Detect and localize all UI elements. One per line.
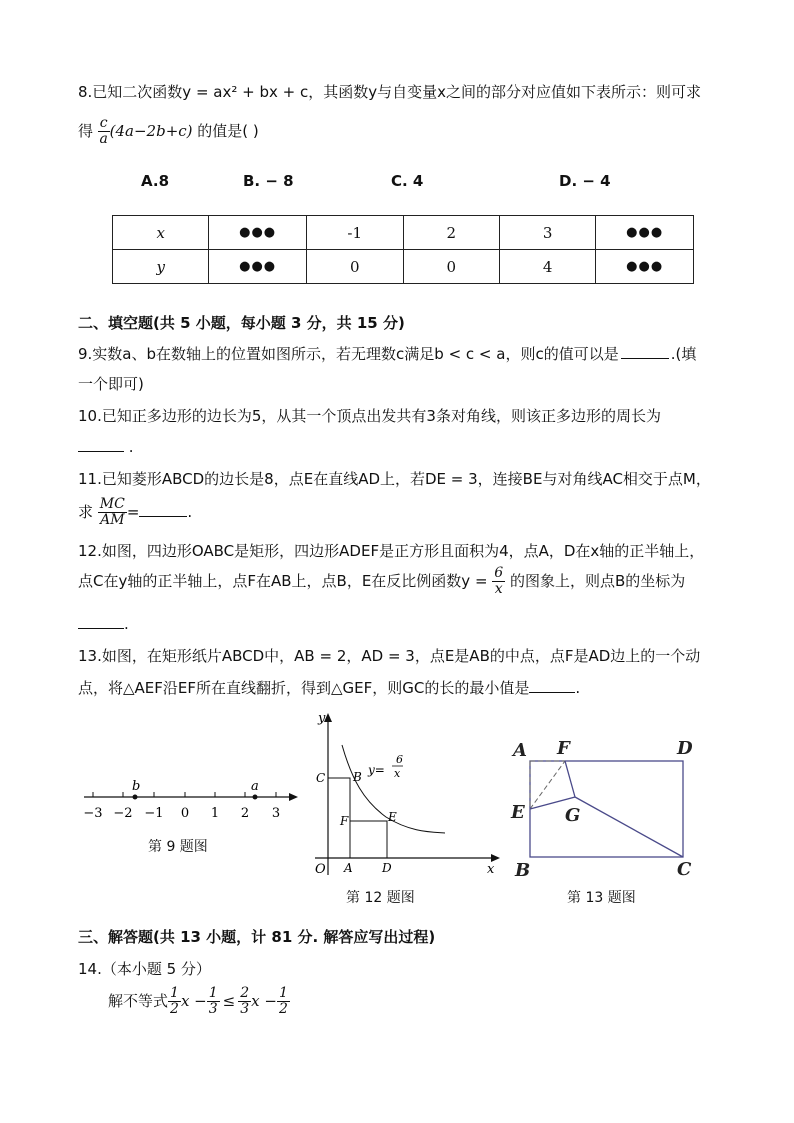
label-e: E <box>511 802 525 823</box>
q12-line3 <box>78 614 129 633</box>
q10-line1: 10.已知正多边形的边长为5，从其一个顶点出发共有3条对角线，则该正多边形的周长为 <box>78 407 661 425</box>
q8-value-table <box>112 215 694 284</box>
q9-line1 <box>78 343 696 364</box>
label-d: D <box>382 861 392 875</box>
q11-text-post: . <box>187 503 193 521</box>
q8-expr: (4a−2b+c) <box>109 122 193 140</box>
label-b: B <box>353 770 362 784</box>
table-cell: ●●● <box>209 216 307 250</box>
fig12-caption: 第 12 题图 <box>346 890 415 906</box>
label-e: E <box>388 810 397 824</box>
q14-frac2 <box>207 986 220 1017</box>
q8-line1: 8.已知二次函数y = ax² + bx + c，其函数y与自变量x之间的部分对应值如下表所示：则可求 <box>78 83 701 101</box>
q12-answer-blank[interactable] <box>78 614 124 629</box>
point-b-label: b <box>132 779 141 794</box>
q8-option-c: C. 4 <box>391 172 424 190</box>
label-c: C <box>316 771 326 785</box>
q12-frac-den: x <box>494 581 503 597</box>
q13-line2 <box>78 677 580 698</box>
q11-text-pre: 求 <box>78 503 94 521</box>
q11-answer-blank[interactable] <box>139 502 187 517</box>
q8-fraction <box>98 116 110 147</box>
q10-text-post: . <box>128 438 134 456</box>
label-a: A <box>344 861 353 875</box>
q12-text-pre: 点C在y轴的正半轴上，点F在AB上，点B，E在反比例函数y = <box>78 572 488 590</box>
section3-heading: 三、解答题(共 13 小题，计 81 分. 解答应写出过程) <box>78 928 436 946</box>
q10-line2 <box>78 437 134 456</box>
q8-frac-num: c <box>99 115 108 131</box>
q11-line2 <box>78 497 192 528</box>
table-cell: ●●● <box>596 216 694 250</box>
table-row <box>113 250 694 284</box>
q12-fraction <box>492 566 505 597</box>
dashed-ef <box>530 761 565 809</box>
q12-text-post: 的图象上，则点B的坐标为 <box>510 572 686 590</box>
point-a-label: a <box>251 779 259 794</box>
q13-text: 点，将△AEF沿EF所在直线翻折，得到△GEF，则GC的长的最小值是 <box>78 679 530 697</box>
q12-line2 <box>78 566 685 597</box>
table-cell: 2 <box>403 216 499 250</box>
table-cell: y <box>113 250 209 284</box>
label-f: F <box>340 814 349 828</box>
tick-label: 3 <box>271 806 281 821</box>
tick-label: 0 <box>180 806 190 821</box>
rectangle-abcd <box>530 761 683 857</box>
q8-line2 <box>78 116 259 147</box>
table-cell: 0 <box>306 250 403 284</box>
label-g: G <box>565 805 581 826</box>
origin-label: O <box>315 862 326 877</box>
fig13-rectangle <box>505 732 715 882</box>
q14-frac3-den: 3 <box>240 1001 250 1017</box>
q14-inequality <box>108 986 290 1017</box>
function-num: 6 <box>396 753 403 766</box>
q14-frac1-den: 2 <box>170 1001 179 1017</box>
label-a: A <box>513 740 527 761</box>
q12-frac-num: 6 <box>494 565 504 581</box>
q13-answer-blank[interactable] <box>529 678 575 693</box>
section2-heading: 二、填空题(共 5 小题，每小题 3 分，共 15 分) <box>78 314 405 332</box>
q14-text-pre: 解不等式 <box>108 992 169 1010</box>
q11-equals: = <box>126 503 140 521</box>
table-cell: ●●● <box>209 250 307 284</box>
q14-frac4-den: 2 <box>278 1001 288 1017</box>
q14-frac2-den: 3 <box>208 1001 218 1017</box>
table-cell: x <box>113 216 209 250</box>
label-d: D <box>677 738 693 759</box>
q12-line1: 12.如图，四边形OABC是矩形，四边形ADEF是正方形且面积为4，点A，D在x轴的正半轴上， <box>78 542 705 560</box>
q8-option-d: D. − 4 <box>559 172 611 190</box>
triangle-gef <box>530 761 575 809</box>
q8-frac-den: a <box>99 131 108 147</box>
fig12-graph <box>300 705 510 885</box>
q8-line2-post: 的值是( ) <box>197 122 259 140</box>
arrow-icon <box>289 793 298 801</box>
label-c: C <box>677 859 692 880</box>
q13-line1: 13.如图，在矩形纸片ABCD中，AB = 2，AD = 3，点E是AB的中点，点F是AD边上的一个动 <box>78 647 701 665</box>
q9-line2: 一个即可) <box>78 375 144 393</box>
y-axis-label: y <box>318 711 326 726</box>
tick-label: −1 <box>144 806 164 821</box>
q8-option-b: B. − 8 <box>243 172 294 190</box>
table-cell: 0 <box>403 250 499 284</box>
fig13-caption: 第 13 题图 <box>567 890 636 906</box>
q11-fraction <box>98 497 127 528</box>
q9-answer-blank[interactable] <box>621 344 669 359</box>
q14-frac4 <box>277 986 290 1017</box>
function-den: x <box>394 767 401 780</box>
q14-term1: x − <box>180 992 207 1010</box>
q9-text: 9.实数a、b在数轴上的位置如图所示，若无理数c满足b < c < a，则c的值可以是 <box>78 345 619 363</box>
point-b-dot <box>133 795 138 800</box>
tick-label: −3 <box>83 806 103 821</box>
label-b: B <box>515 860 531 881</box>
q14-frac3 <box>238 986 251 1017</box>
tick-label: 2 <box>240 806 250 821</box>
q11-frac-den: AM <box>100 512 125 528</box>
tick-label: −2 <box>113 806 133 821</box>
q12-text-post2: . <box>124 615 129 633</box>
q14-frac2-num: 1 <box>208 985 218 1001</box>
label-f: F <box>557 738 570 759</box>
table-cell: ●●● <box>596 250 694 284</box>
q13-text-post: . <box>575 679 581 697</box>
q8-option-a: A.8 <box>141 172 170 190</box>
q11-line1: 11.已知菱形ABCD的边长是8，点E在直线AD上，若DE = 3，连接BE与对角线AC相交于点M， <box>78 470 711 488</box>
table-cell: 4 <box>499 250 595 284</box>
q9-text-post: .(填 <box>670 345 697 363</box>
tick-label: 1 <box>210 806 220 821</box>
table-cell: 3 <box>499 216 595 250</box>
q14-term3: x − <box>251 992 277 1010</box>
q14-title: 14.（本小题 5 分） <box>78 960 211 978</box>
arrow-icon <box>491 854 500 862</box>
q14-frac1 <box>168 986 181 1017</box>
q8-line2-pre: 得 <box>78 122 94 140</box>
square-adef <box>350 821 387 858</box>
q10-answer-blank[interactable] <box>78 437 124 452</box>
point-a-dot <box>253 795 258 800</box>
table-row <box>113 216 694 250</box>
q14-leq: ≤ <box>222 992 236 1010</box>
table-cell: -1 <box>306 216 403 250</box>
q11-frac-num: MC <box>99 496 125 512</box>
q14-frac3-num: 2 <box>240 985 250 1001</box>
function-label: y= <box>368 763 385 777</box>
x-axis-label: x <box>487 862 495 877</box>
fig9-caption: 第 9 题图 <box>148 839 208 855</box>
segment-gc <box>575 797 683 857</box>
q14-frac4-num: 1 <box>278 985 288 1001</box>
q14-frac1-num: 1 <box>170 985 179 1001</box>
